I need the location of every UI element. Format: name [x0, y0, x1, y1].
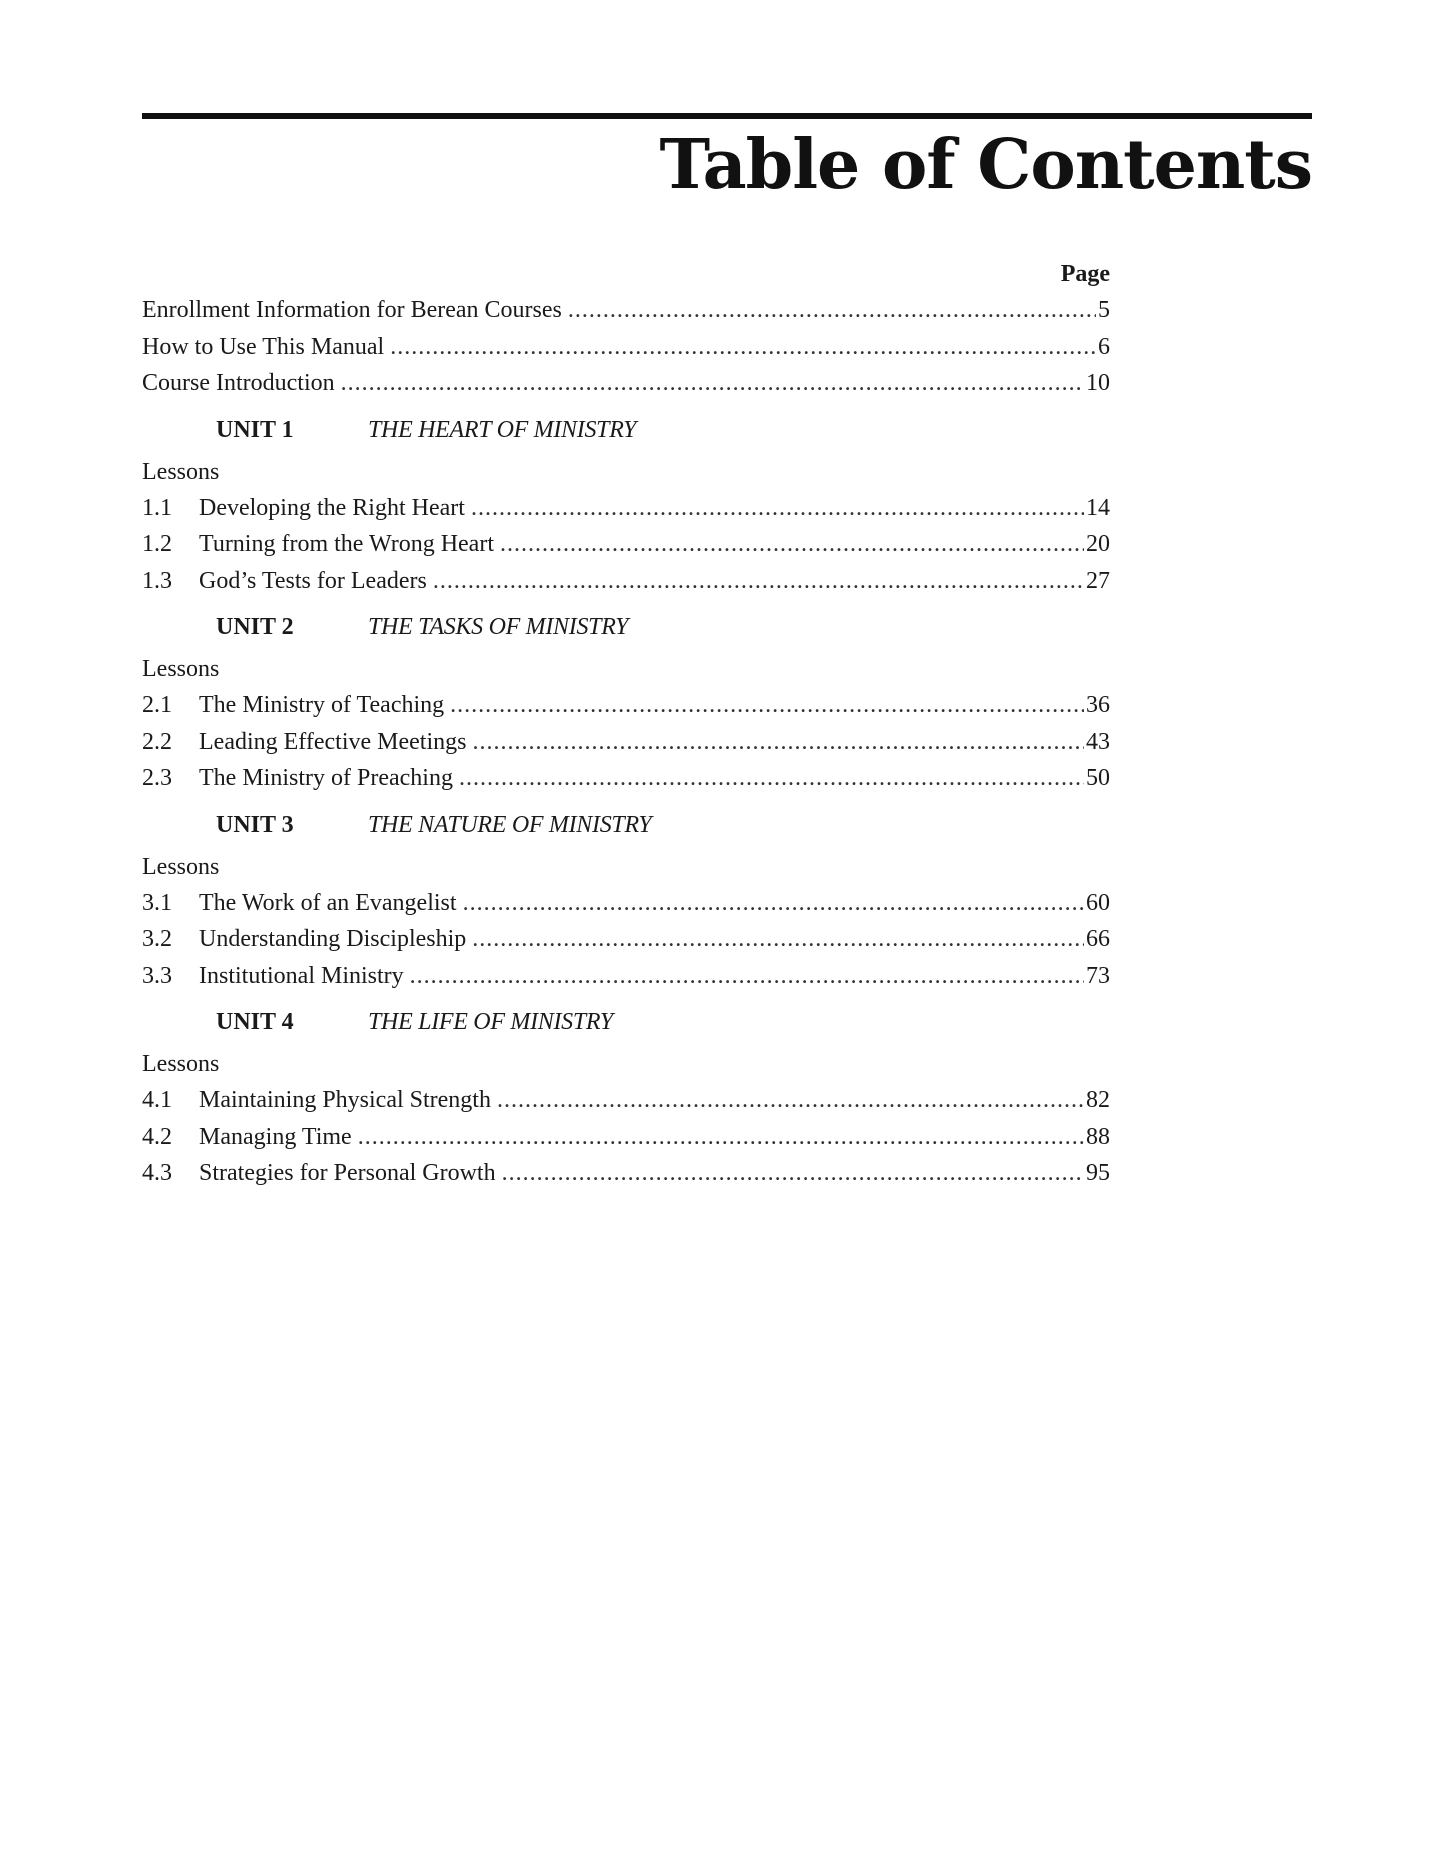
- page-column-header: Page: [1060, 261, 1110, 287]
- unit-label: UNIT 3: [216, 811, 294, 838]
- toc-entry[interactable]: [142, 365, 1110, 402]
- lesson-title: Developing the Right Heart: [199, 494, 465, 521]
- lesson-entry[interactable]: [142, 563, 1110, 600]
- lessons-label: Lessons: [142, 853, 220, 880]
- dot-leader: [472, 921, 1084, 958]
- lesson-number: 4.2: [142, 1123, 172, 1150]
- lesson-entry[interactable]: [142, 885, 1110, 922]
- unit-label: UNIT 2: [216, 614, 294, 640]
- unit-section: [142, 603, 1110, 797]
- lesson-number: 2.1: [142, 692, 172, 718]
- dot-leader: [459, 760, 1084, 797]
- lesson-page: 73: [1086, 962, 1110, 989]
- lessons-label: Lessons: [142, 656, 220, 682]
- unit-title: THE HEART OF MINISTRY: [368, 416, 637, 443]
- lesson-title: God’s Tests for Leaders: [199, 567, 427, 594]
- unit-section: [142, 406, 1110, 600]
- unit-heading: [142, 603, 1110, 651]
- lesson-number: 1.1: [142, 494, 172, 521]
- lesson-title: Strategies for Personal Growth: [199, 1160, 496, 1186]
- lesson-number: 1.2: [142, 531, 172, 557]
- lesson-entry[interactable]: [142, 1082, 1110, 1119]
- dot-leader: [502, 1155, 1084, 1192]
- lesson-entry[interactable]: [142, 958, 1110, 995]
- dot-leader: [450, 687, 1084, 724]
- lesson-page: 43: [1086, 728, 1110, 755]
- dot-leader: [500, 526, 1084, 563]
- lesson-entry[interactable]: [142, 1119, 1110, 1156]
- dot-leader: [390, 329, 1096, 366]
- top-rule: [142, 113, 1312, 119]
- lesson-entry[interactable]: [142, 921, 1110, 958]
- lesson-title: Managing Time: [199, 1123, 352, 1150]
- lesson-page: 50: [1086, 765, 1110, 791]
- unit-title: THE NATURE OF MINISTRY: [368, 811, 652, 838]
- toc-entry-page: 6: [1098, 333, 1110, 360]
- toc-entry-title: Course Introduction: [142, 370, 335, 396]
- page-title: Table of Contents: [659, 125, 1312, 205]
- unit-heading: [142, 998, 1110, 1046]
- lesson-entry[interactable]: [142, 490, 1110, 527]
- lesson-number: 1.3: [142, 567, 172, 594]
- lesson-number: 3.3: [142, 962, 172, 989]
- lesson-page: 27: [1086, 567, 1110, 594]
- toc-entry-page: 5: [1098, 297, 1110, 323]
- unit-title: THE LIFE OF MINISTRY: [368, 1009, 613, 1035]
- lesson-page: 82: [1086, 1087, 1110, 1113]
- lesson-number: 2.3: [142, 765, 172, 791]
- toc-entry-page: 10: [1086, 370, 1110, 396]
- dot-leader: [341, 365, 1084, 402]
- lesson-number: 4.3: [142, 1160, 172, 1186]
- lesson-entry[interactable]: [142, 526, 1110, 563]
- lesson-page: 14: [1086, 494, 1110, 521]
- dot-leader: [471, 490, 1084, 527]
- lesson-page: 95: [1086, 1160, 1110, 1186]
- unit-label: UNIT 4: [216, 1009, 294, 1035]
- lesson-number: 3.2: [142, 926, 172, 952]
- toc-entry[interactable]: [142, 329, 1110, 366]
- lesson-page: 60: [1086, 889, 1110, 916]
- toc-entry-title: Enrollment Information for Berean Courses: [142, 297, 562, 323]
- lesson-page: 36: [1086, 692, 1110, 718]
- unit-heading: [142, 801, 1110, 849]
- lesson-title: The Ministry of Preaching: [199, 765, 453, 791]
- unit-heading: [142, 406, 1110, 454]
- lesson-entry[interactable]: [142, 1155, 1110, 1192]
- unit-title: THE TASKS OF MINISTRY: [368, 614, 629, 640]
- lesson-page: 88: [1086, 1123, 1110, 1150]
- table-of-contents: [142, 256, 1110, 1192]
- lessons-label: Lessons: [142, 458, 220, 485]
- lesson-title: Turning from the Wrong Heart: [199, 531, 494, 557]
- lesson-title: The Ministry of Teaching: [199, 692, 445, 718]
- lesson-title: Institutional Ministry: [199, 962, 404, 989]
- lesson-title: The Work of an Evangelist: [199, 889, 457, 916]
- unit-section: [142, 998, 1110, 1192]
- dot-leader: [358, 1119, 1084, 1156]
- lesson-number: 3.1: [142, 889, 172, 916]
- lesson-page: 20: [1086, 531, 1110, 557]
- lesson-entry[interactable]: [142, 724, 1110, 761]
- dot-leader: [410, 958, 1084, 995]
- front-matter-list: [142, 292, 1110, 402]
- dot-leader: [433, 563, 1084, 600]
- lesson-entry[interactable]: [142, 760, 1110, 797]
- dot-leader: [463, 885, 1084, 922]
- lesson-title: Leading Effective Meetings: [199, 728, 467, 755]
- lesson-page: 66: [1086, 926, 1110, 952]
- dot-leader: [472, 724, 1084, 761]
- lesson-title: Maintaining Physical Strength: [199, 1087, 491, 1113]
- toc-entry[interactable]: [142, 292, 1110, 329]
- toc-entry-title: How to Use This Manual: [142, 333, 385, 360]
- lesson-number: 4.1: [142, 1087, 172, 1113]
- dot-leader: [568, 292, 1096, 329]
- lesson-title: Understanding Discipleship: [199, 926, 467, 952]
- unit-section: [142, 801, 1110, 995]
- lesson-entry[interactable]: [142, 687, 1110, 724]
- lessons-label: Lessons: [142, 1051, 220, 1077]
- unit-label: UNIT 1: [216, 416, 294, 443]
- lesson-number: 2.2: [142, 728, 172, 755]
- dot-leader: [497, 1082, 1084, 1119]
